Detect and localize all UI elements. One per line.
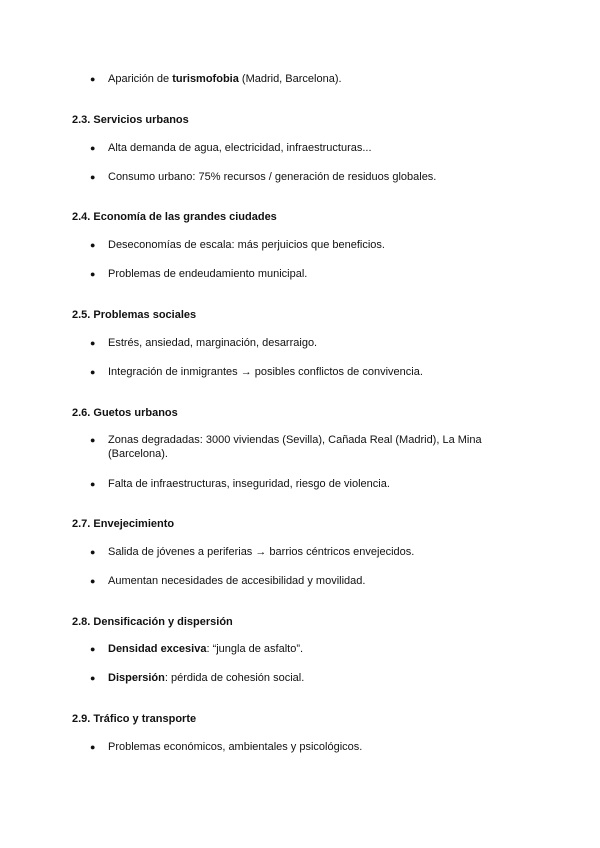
list-item [90,170,510,184]
section-title-densificacion: 2.8. Densificación y dispersión [72,616,233,628]
section-title-guetos-urbanos: 2.6. Guetos urbanos [72,407,178,419]
item-text: Problemas económicos, ambientales y psicológicos. [108,741,363,753]
list-item [90,477,510,491]
list-item [90,72,510,86]
list-item [90,336,510,350]
item-text: Falta de infraestructuras, inseguridad, riesgo de violencia. [108,478,390,490]
item-bold-text: Dispersión [108,672,165,684]
bullet-icon: ● [90,269,96,279]
bullet-icon: ● [90,74,96,84]
bullet-icon: ● [90,742,96,752]
bullet-icon: ● [90,172,96,182]
bullet-icon: ● [90,338,96,348]
item-text: Zonas degradadas: 3000 viviendas (Sevilla), Cañada Real (Madrid), La Mina (Barcelona). [108,434,482,460]
list-item [90,365,510,379]
list-item [90,642,510,656]
section-title-problemas-sociales: 2.5. Problemas sociales [72,309,197,321]
list-item [90,574,510,588]
item-text: Aparición de [108,73,173,85]
item-text: Problemas de endeudamiento municipal. [108,268,308,280]
item-text: : “jungla de asfalto”. [206,643,304,655]
bullet-icon: ● [90,644,96,654]
list-item [90,267,510,281]
item-text: Consumo urbano: 75% recursos / generación de residuos globales. [108,171,437,183]
bullet-icon: ● [90,547,96,557]
section-title-economia: 2.4. Economía de las grandes ciudades [72,211,277,223]
bullet-icon: ● [90,479,96,489]
item-text: Salida de jóvenes a periferias → barrios céntricos envejecidos. [108,546,415,558]
list-item [90,141,510,155]
item-bold-text: turismofobia [172,73,239,85]
item-text: Integración de inmigrantes → posibles conflictos de convivencia. [108,366,423,378]
section-title-servicios-urbanos: 2.3. Servicios urbanos [72,114,189,126]
item-text: Estrés, ansiedad, marginación, desarraigo. [108,337,318,349]
list-item [90,433,510,461]
bullet-icon: ● [90,435,96,445]
list-item [90,238,510,252]
bullet-icon: ● [90,143,96,153]
item-bold-text: Densidad excesiva [108,643,207,655]
bullet-icon: ● [90,240,96,250]
bullet-icon: ● [90,367,96,377]
item-text: Deseconomías de escala: más perjuicios que beneficios. [108,239,385,251]
list-item [90,740,510,754]
bullet-icon: ● [90,673,96,683]
item-text: Alta demanda de agua, electricidad, infraestructuras... [108,142,372,154]
section-title-envejecimiento: 2.7. Envejecimiento [72,518,175,530]
item-text: : pérdida de cohesión social. [164,672,305,684]
list-item [90,671,510,685]
list-item [90,545,510,559]
bullet-icon: ● [90,576,96,586]
item-text: (Madrid, Barcelona). [238,73,342,85]
section-title-trafico: 2.9. Tráfico y transporte [72,713,197,725]
item-text: Aumentan necesidades de accesibilidad y movilidad. [108,575,366,587]
